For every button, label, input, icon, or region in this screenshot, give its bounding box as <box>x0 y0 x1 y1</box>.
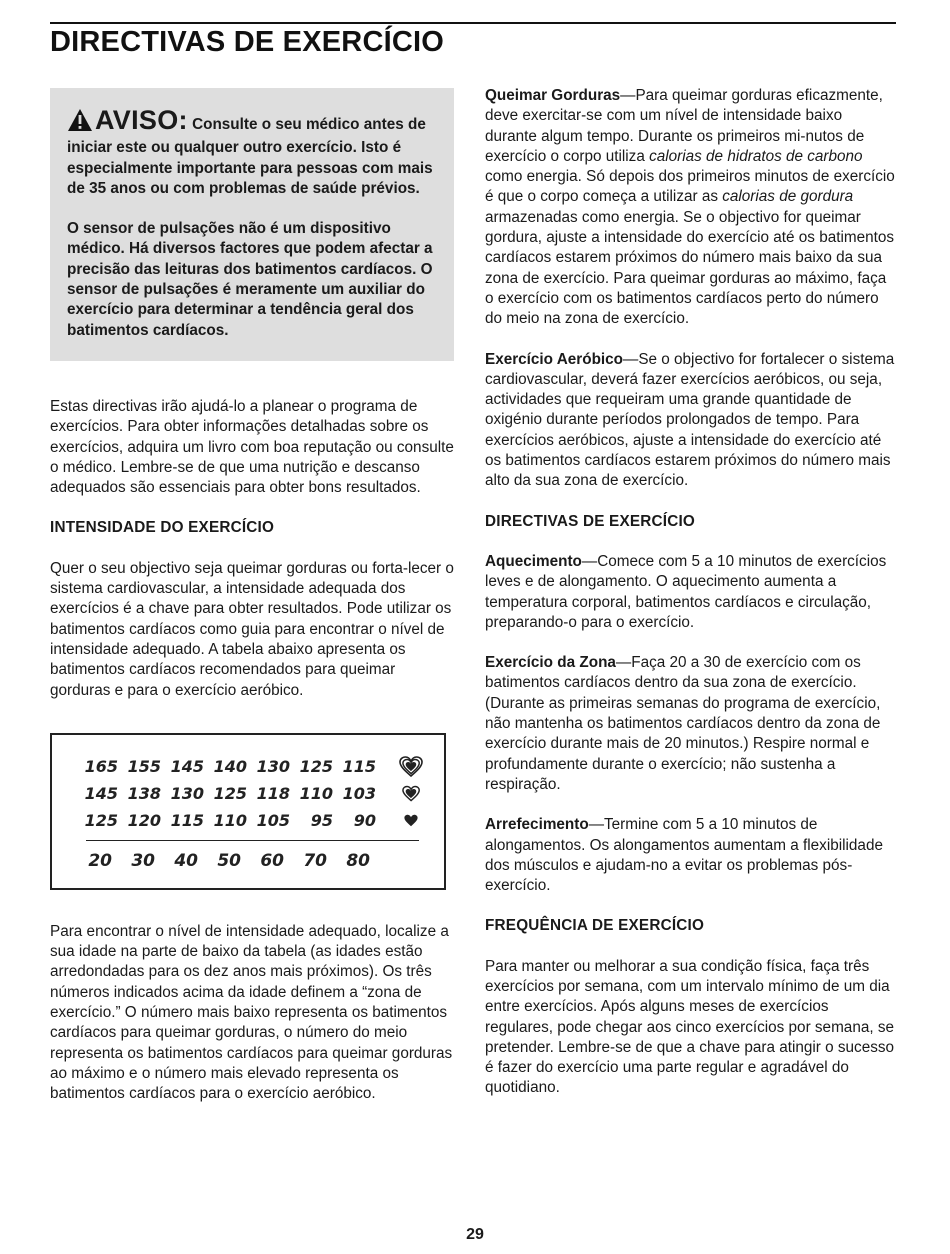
heart-rate-value: 118 <box>256 783 290 803</box>
warning-box <box>50 88 454 361</box>
burn-fat-italic-2: calorias de gordura <box>722 188 854 206</box>
warmup-lead: Aquecimento <box>485 552 582 570</box>
heart-rate-value: 120 <box>127 810 161 830</box>
age-value: 20 <box>88 850 112 871</box>
double-heart-icon <box>398 782 422 809</box>
burn-fat-lead: Queimar Gorduras <box>485 87 621 104</box>
heart-rate-value: 145 <box>170 756 204 776</box>
warmup-paragraph <box>485 552 897 633</box>
warning-paragraph-1 <box>67 105 437 199</box>
directives-heading: DIRECTIVAS DE EXERCÍCIO <box>485 512 696 530</box>
age-value: 60 <box>260 850 284 871</box>
heart-rate-value: 103 <box>342 783 376 803</box>
frequency-heading: FREQUÊNCIA DE EXERCÍCIO <box>485 917 705 935</box>
age-value: 70 <box>303 850 327 871</box>
burn-fat-italic-1: calorias de hidratos de carbono <box>649 147 863 165</box>
heart-rate-value: 138 <box>127 783 161 803</box>
aerobic-lead: Exercício Aeróbico <box>485 350 624 368</box>
aerobic-text: —Se o objectivo for fortalecer o sistema cardiovascular, deverá fazer exercícios aeróbicos, ou seja, actividades que requeiram uma grande quantidade de oxigénio durante períodos prolongados de tempo. Para exercícios aeróbicos, ajuste a intensidade do exercício até os batimentos cardíacos estarem próximos do número mais alto da sua zona de exercício. <box>485 350 895 490</box>
frequency-paragraph: Para manter ou melhorar a sua condição física, faça três exercícios por semana, com um intervalo mínimo de um dia entre exercícios. Após alguns meses de exercícios regulares, pode chegar aos cinco exercícios por semana, se pretender. Lembre-se de que a chave para atingir o sucesso é fazer do exercício uma parte regular e agradável do quotidiano. <box>485 957 895 1097</box>
intro-paragraph: Estas directivas irão ajudá-lo a planear o programa de exercícios. Para obter informações detalhadas sobre os exercícios, adquira um livro com boa reputação ou consulte o médico. Lembre-se de que uma nutrição e descanso adequados são essenciais para obter bons resultados. <box>50 397 454 497</box>
heart-rate-value: 145 <box>84 783 118 803</box>
zone-paragraph <box>485 653 897 795</box>
age-value: 80 <box>346 850 370 871</box>
burn-fat-text-1: —Para queimar gorduras eficazmente, deve exercitar-se com um nível de intensidade baixo durante algum tempo. Durante os primeiros mi-nutos de exercício o corpo utiliza <box>485 87 883 165</box>
heart-rate-value: 110 <box>299 783 333 803</box>
age-value: 30 <box>131 850 155 871</box>
heart-rate-value: 115 <box>170 810 204 830</box>
burn-fat-text-3: armazenadas como energia. Se o objectivo for queimar gordura, ajuste a intensidade do exercício até os batimentos cardíacos estarem próximos do número mais baixo da sua zona de exercício. Para queimar gorduras ao máximo, faça o exercício com os batimentos cardíacos perto do número do meio na zona de exercício. <box>485 208 895 328</box>
zone-text: —Faça 20 a 30 de exercício com os batimentos cardíacos dentro da sua zona de exercício. (Durante as primeiras semanas do programa de exercício, não mantenha os batimentos cardíacos dentro da zona de exercício durante mais de 20 minutos.) Respire normal e profundamente durante o exercício; não sustenha a respiração. <box>485 654 881 793</box>
heart-rate-value: 140 <box>213 756 247 776</box>
warmup-text: —Comece com 5 a 10 minutos de exercícios leves e de alongamento. O aquecimento aumenta a temperatura corporal, batimentos cardíacos e circulação, preparando-o para o exercício. <box>485 552 887 631</box>
warning-lead: Consulte o seu médico <box>192 116 360 133</box>
heart-rate-value: 90 <box>353 810 376 830</box>
heart-icon <box>398 809 422 836</box>
cooldown-paragraph <box>485 815 897 896</box>
heart-rate-table <box>50 733 446 890</box>
heart-rate-value: 165 <box>84 756 118 776</box>
heart-rate-value: 105 <box>256 810 290 830</box>
after-table-paragraph: Para encontrar o nível de intensidade adequado, localize a sua idade na parte de baixo da tabela (as idades estão arredondadas para os dez anos mais próximos). Os três números indicados acima da idade definem a “zona de exercício.” O número mais baixo representa os batimentos cardíacos para queimar gorduras, o número do meio representa os batimentos cardíacos para queimar gorduras ao máximo e o número mais elevado representa os batimentos cardíacos para o exercício aeróbico. <box>50 922 453 1103</box>
burn-fat-text-2: como energia. Só depois dos primeiros minutos de exercício é que o corpo começa a utilizar as <box>485 168 895 206</box>
heart-rate-value: 130 <box>170 783 204 803</box>
left-column <box>50 88 454 1105</box>
warning-paragraph-2: O sensor de pulsações não é um dispositivo médico. Há diversos factores que podem afectar a precisão das leituras dos batimentos cardíacos. O sensor de pulsações é meramente um auxiliar do exercício para determinar a tendência geral dos batimentos cardíacos. <box>67 220 433 339</box>
heart-rate-value: 115 <box>342 756 376 776</box>
right-column <box>485 86 897 1099</box>
table-divider <box>86 840 419 842</box>
heart-rate-value: 155 <box>127 756 161 776</box>
heart-rate-value: 125 <box>213 783 247 803</box>
warning-triangle-icon <box>67 108 93 138</box>
zone-lead: Exercício da Zona <box>485 654 616 672</box>
aerobic-paragraph <box>485 350 897 492</box>
burn-fat-paragraph <box>485 86 897 330</box>
age-value: 50 <box>217 850 241 871</box>
warning-word: AVISO: <box>95 105 188 135</box>
heart-rate-value: 95 <box>310 810 333 830</box>
warning-text-1: antes de iniciar este ou qualquer outro exercício. Isto é especialmente importante para pessoas com mais de 35 anos ou com problemas de saúde prévios. <box>67 116 433 197</box>
heart-rate-value: 130 <box>256 756 290 776</box>
triple-heart-icon <box>398 755 422 782</box>
page-number: 29 <box>466 1226 484 1243</box>
page-title: DIRECTIVAS DE EXERCÍCIO <box>50 26 445 58</box>
heart-rate-value: 125 <box>84 810 118 830</box>
heart-rate-value: 110 <box>213 810 247 830</box>
intensity-paragraph: Quer o seu objectivo seja queimar gorduras ou forta-lecer o sistema cardiovascular, a intensidade adequada dos exercícios é a chave para obter resultados. Pode utilizar os batimentos cardíacos como guia para encontrar o nível de intensidade adequado. A tabela abaixo apresenta os batimentos cardíacos recomendados para queimar gorduras e para o exercício aeróbico. <box>50 559 454 699</box>
intensity-heading: INTENSIDADE DO EXERCÍCIO <box>50 519 275 537</box>
heart-rate-value: 125 <box>299 756 333 776</box>
cooldown-lead: Arrefecimento <box>485 816 589 834</box>
cooldown-text: —Termine com 5 a 10 minutos de alongamentos. Os alongamentos aumentam a flexibilidade dos músculos e ajudam-no a evitar os problemas pós-exercício. <box>485 816 883 895</box>
age-value: 40 <box>174 850 198 871</box>
top-rule <box>50 22 896 24</box>
